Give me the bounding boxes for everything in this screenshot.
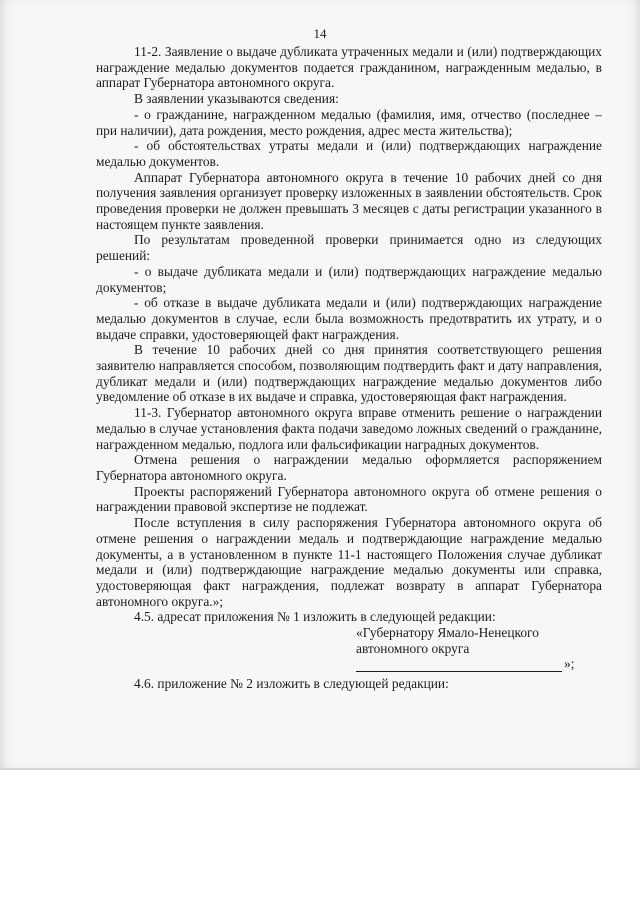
address-line-1: «Губернатору Ямало-Ненецкого bbox=[356, 625, 539, 641]
address-line-2: автономного округа bbox=[356, 640, 470, 656]
paragraph-verification: Аппарат Губернатора автономного округа в течение 10 рабочих дней со дня получения заявления организует проверку изложенных в заявлении обстоятельств. Срок проведения проверки не должен превышать 3 месяцев с даты регистрации указанного в настоящем пункте заявления. bbox=[96, 169, 602, 232]
list-item-citizen: - о гражданине, награжденном медалью (фамилия, имя, отчество (последнее – при наличии), дата рождения, место рождения, адрес места жительства); bbox=[96, 106, 602, 138]
paragraph-4-6: 4.6. приложение № 2 изложить в следующей редакции: bbox=[134, 676, 449, 692]
paragraph-cancellation-order: Отмена решения о награждении медалью оформляется распоряжением Губернатора автономного округа. bbox=[96, 452, 602, 483]
document-body bbox=[96, 44, 602, 692]
list-item-refusal: - об отказе в выдаче дубликата медали и (или) подтверждающих награждение медалью документов в случае, если была возможность предотвратить их утрату, и о выдаче справки, удостоверяющей факт награждения. bbox=[96, 295, 602, 342]
paragraph-notification: В течение 10 рабочих дней со дня принятия соответствующего решения заявителю направляется способом, позволяющим подтвердить факт и дату направления, дубликат медали и (или) подтверждающих награждение медалью документов либо уведомление об отказе в их выдаче и справка, удостоверяющая факт награждения. bbox=[96, 342, 602, 405]
paragraph-4-5: 4.5. адресат приложения № 1 изложить в следующей редакции: bbox=[134, 609, 496, 625]
page-number: 14 bbox=[313, 26, 327, 41]
paragraph-11-3: 11-3. Губернатор автономного округа вправе отменить решение о награждении медалью в случае установления факта подачи заведомо ложных сведений о гражданине, награжденном медалью, подлога или фальсификации наградных документов. bbox=[96, 405, 602, 452]
paragraph-return: После вступления в силу распоряжения Губернатора автономного округа об отмене решения о награждении медаль и подтверждающие награждение медалью документы, а в установленном в пункте 11-1 настоящего Положения случае дубликат медали и (или) подтверждающие награждение медалью документы или справка, удостоверяющая факт награждения, подлежат возврату в аппарат Губернатора автономного округа.»; bbox=[96, 515, 602, 609]
paragraph-decisions-intro: По результатам проведенной проверки принимается одно из следующих решений: bbox=[96, 232, 602, 264]
list-item-circumstances: - об обстоятельствах утраты медали и (или) подтверждающих награждение медалью документов. bbox=[96, 138, 602, 169]
paragraph-11-2: 11-2. Заявление о выдаче дубликата утраченных медали и (или) подтверждающих награждение медалью документов подается гражданином, награжденным медалью, в аппарат Губернатора автономного округа. bbox=[96, 44, 602, 91]
list-item-issue-duplicate: - о выдаче дубликата медали и (или) подтверждающих награждение медалью документов; bbox=[96, 263, 602, 295]
address-signature-line bbox=[356, 656, 602, 672]
address-closing: »; bbox=[564, 656, 575, 672]
paragraph-info-intro: В заявлении указываются сведения: bbox=[134, 91, 339, 107]
blank-underline bbox=[356, 659, 562, 672]
paragraph-draft-orders: Проекты распоряжений Губернатора автономного округа об отмене решения о награждении правовой экспертизе не подлежат. bbox=[96, 483, 602, 515]
